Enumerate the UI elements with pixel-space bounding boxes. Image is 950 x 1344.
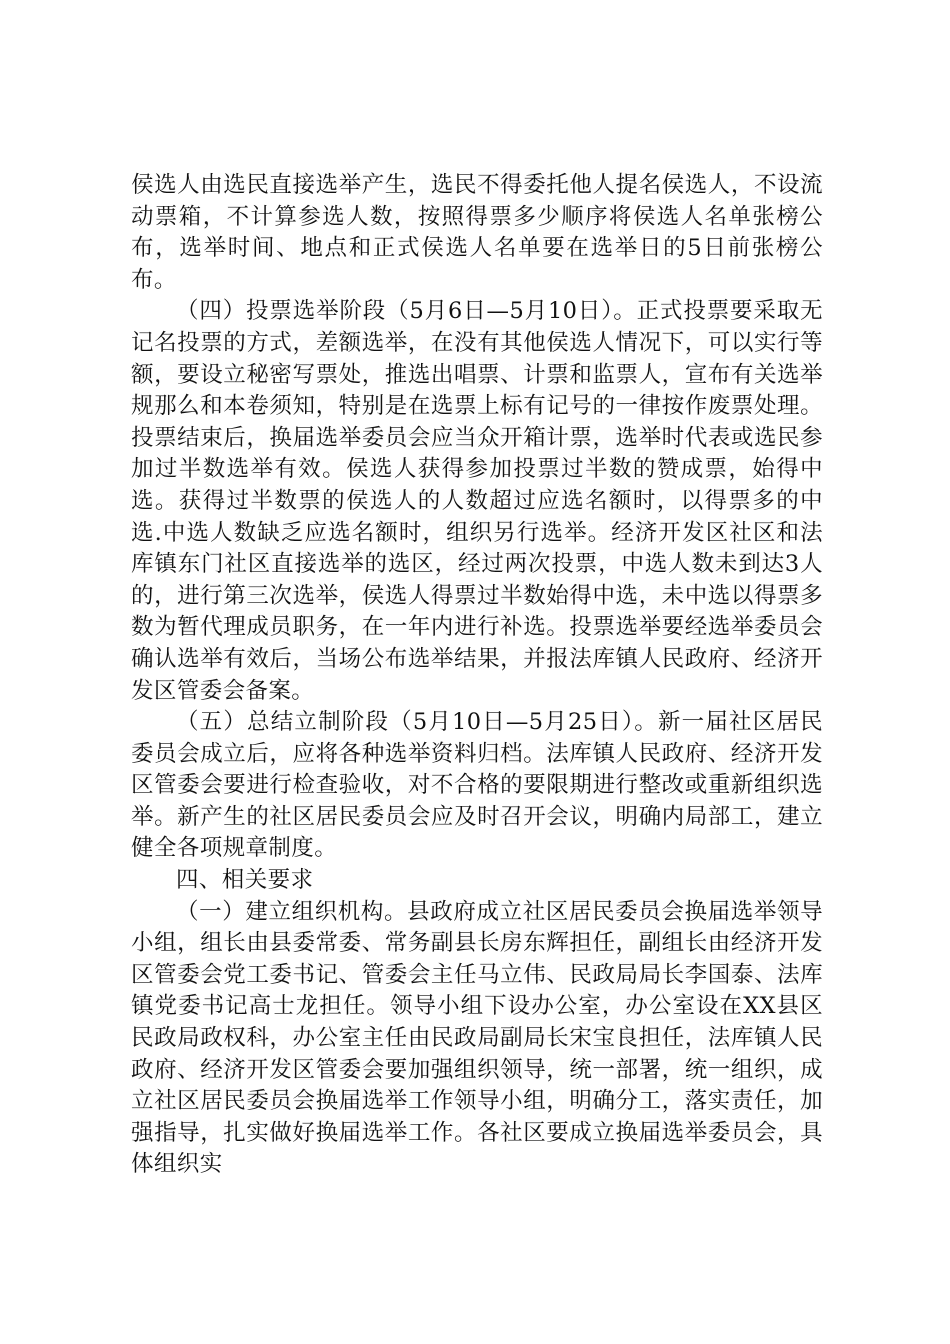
document-body xyxy=(131,170,823,1181)
paragraph-summary-stage: （五）总结立制阶段（5月10日—5月25日）。新一届社区居民委员会成立后，应将各种选举资料归档。法库镇人民政府、经济开发区管委会要进行检查验收，对不合格的要限期进行整改或重新组织选举。新产生的社区居民委员会应及时召开会议，明确内局部工，建立健全各项规章制度。 xyxy=(131,709,823,862)
paragraph-candidate-list: 侯选人由选民直接选举产生，选民不得委托他人提名侯选人，不设流动票箱，不计算参选人数，按照得票多少顺序将侯选人名单张榜公布，选举时间、地点和正式侯选人名单要在选举日的5日前张榜公布。 xyxy=(131,172,823,293)
paragraph-organization: （一）建立组织机构。县政府成立社区居民委员会换届选举领导小组，组长由县委常委、常务副县长房东辉担任，副组长由经济开发区管委会党工委书记、管委会主任马立伟、民政局局长李国泰、法库镇党委书记高士龙担任。领导小组下设办公室，办公室设在XX县区民政局政权科，办公室主任由民政局副局长宋宝良担任，法库镇人民政府、经济开发区管委会要加强组织领导，统一部署，统一组织，成立社区居民委员会换届选举工作领导小组，明确分工，落实责任，加强指导，扎实做好换届选举工作。各社区要成立换届选举委员会，具体组织实 xyxy=(131,898,823,1178)
paragraph-voting-stage: （四）投票选举阶段（5月6日—5月10日）。正式投票要采取无记名投票的方式，差额选举，在没有其他侯选人情况下，可以实行等额，要设立秘密写票处，推选出唱票、计票和监票人，宣布有关选举规那么和本卷须知，特别是在选票上标有记号的一律按作废票处理。投票结束后，换届选举委员会应当众开箱计票，选举时代表或选民参加过半数选举有效。侯选人获得参加投票过半数的赞成票，始得中选。获得过半数票的侯选人的人数超过应选名额时，以得票多的中选.中选人数缺乏应选名额时，组织另行选举。经济开发区社区和法库镇东门社区直接选举的选区，经过两次投票，中选人数未到达3人的，进行第三次选举，侯选人得票过半数始得中选，未中选以得票多数为暂代理成员职务，在一年内进行补选。投票选举要经选举委员会确认选举有效后，当场公布选举结果，并报法库镇人民政府、经济开发区管委会备案。 xyxy=(131,298,823,704)
section-heading-requirements: 四、相关要求 xyxy=(176,867,314,894)
